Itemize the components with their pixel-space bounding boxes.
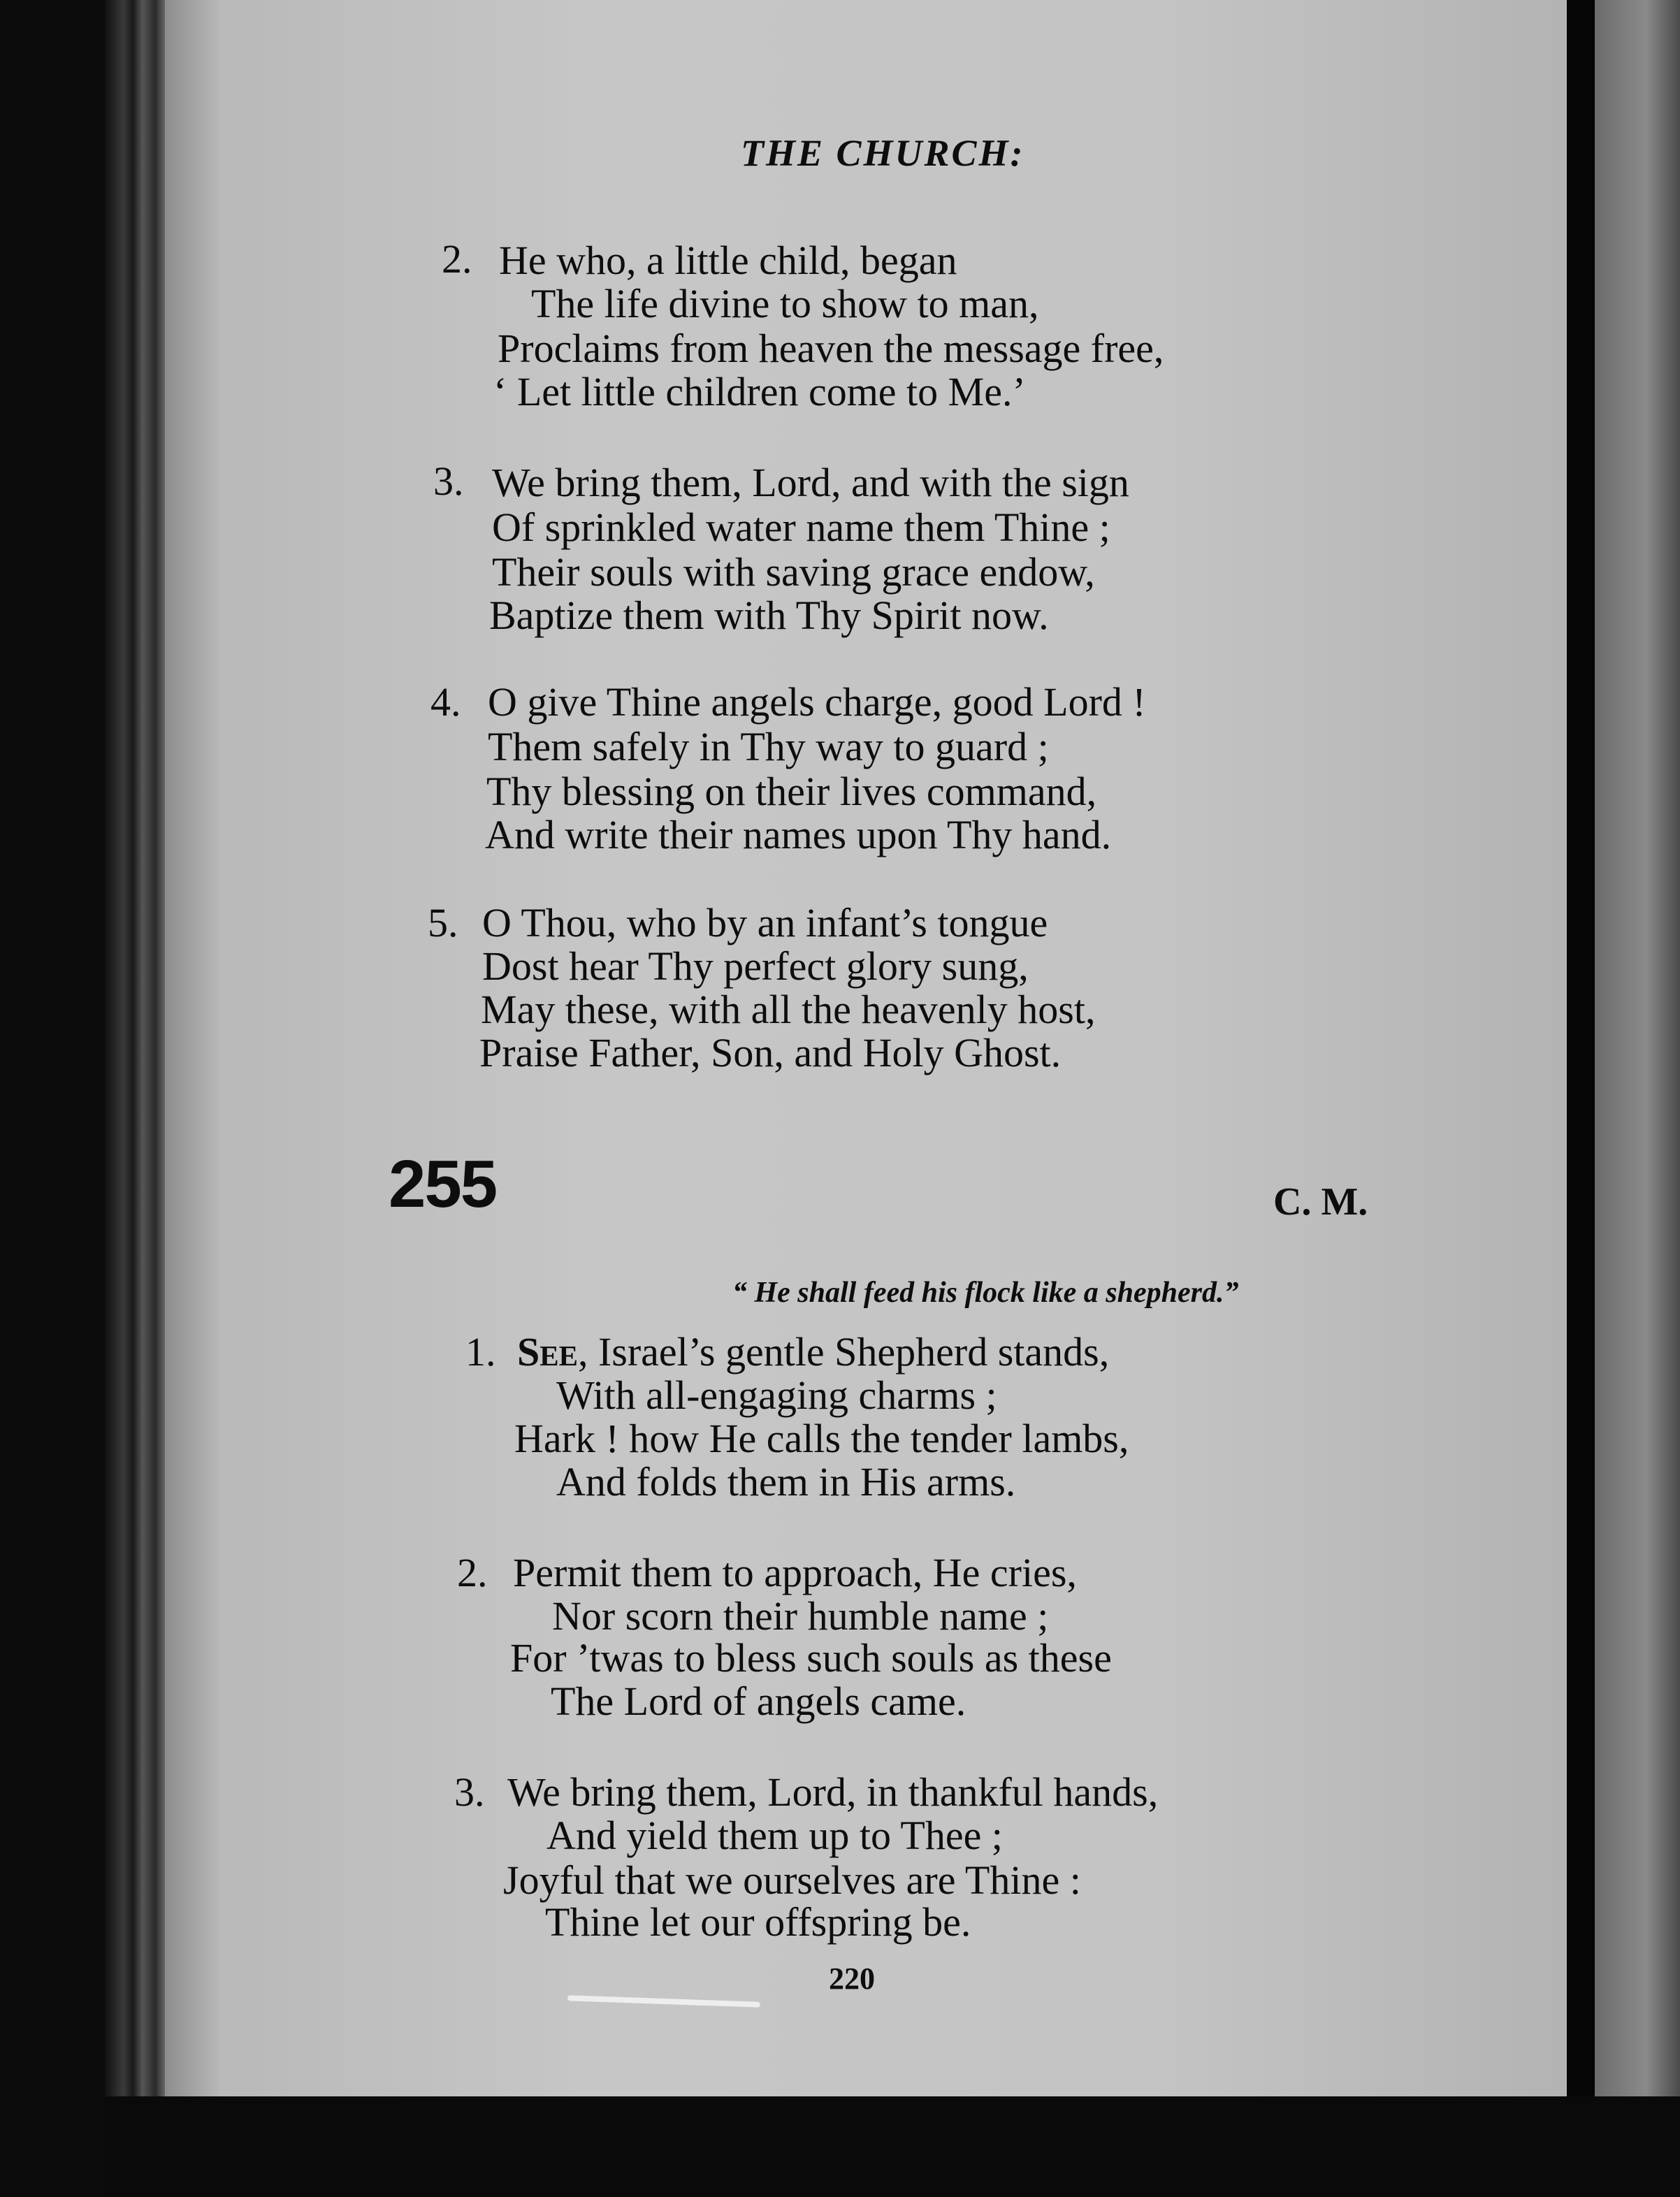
verse-line: Nor scorn their humble name ; <box>552 1593 1049 1639</box>
book-binding <box>105 0 168 2197</box>
stanza-number: 3. <box>454 1769 485 1815</box>
stanza-number: 2. <box>457 1550 488 1595</box>
stanza-number: 2. <box>442 236 472 282</box>
verse-line-first <box>517 1329 1110 1375</box>
verse-line: Proclaims from heaven the message free, <box>498 326 1164 371</box>
verse-line: And yield them up to Thee ; <box>546 1813 1003 1858</box>
verse-line: We bring them, Lord, and with the sign <box>492 460 1129 505</box>
facing-page-edge <box>1595 0 1680 2197</box>
verse-line: O give Thine angels charge, good Lord ! <box>488 679 1146 725</box>
verse-line: And write their names upon Thy hand. <box>485 812 1112 857</box>
verse-line: The life divine to show to man, <box>531 281 1039 326</box>
verse-line: Their souls with saving grace endow, <box>492 549 1095 595</box>
verse-line: May these, with all the heavenly host, <box>481 987 1096 1032</box>
verse-line: The Lord of angels came. <box>551 1678 966 1724</box>
stanza-number: 1. <box>465 1329 496 1375</box>
verse-line: Permit them to approach, He cries, <box>513 1550 1077 1595</box>
page-number: 220 <box>829 1962 875 1996</box>
verse-line: For ’twas to bless such souls as these <box>510 1635 1112 1681</box>
running-head: THE CHURCH: <box>741 132 1025 174</box>
drop-word: See <box>517 1329 578 1375</box>
verse-line: Of sprinkled water name them Thine ; <box>492 505 1110 550</box>
page-bottom-shadow <box>105 2096 1680 2197</box>
verse-line: Joyful that we ourselves are Thine : <box>503 1857 1081 1903</box>
hymn-meter: C. M. <box>1273 1180 1368 1224</box>
verse-line: He who, a little child, began <box>499 238 957 283</box>
stanza-number: 4. <box>430 679 461 725</box>
verse-line: We bring them, Lord, in thankful hands, <box>507 1769 1159 1815</box>
verse-line: With all-engaging charms ; <box>556 1372 997 1418</box>
verse-line: Praise Father, Son, and Holy Ghost. <box>479 1030 1062 1075</box>
verse-line: Thy blessing on their lives command, <box>486 769 1097 814</box>
verse-line: Baptize them with Thy Spirit now. <box>489 593 1049 638</box>
verse-line: Them safely in Thy way to guard ; <box>488 724 1049 769</box>
hymn-epigraph: “ He shall feed his flock like a shepherd.” <box>732 1277 1239 1309</box>
stanza-number: 5. <box>428 900 458 945</box>
verse-line: ‘ Let little children come to Me.’ <box>493 369 1026 414</box>
stanza-number: 3. <box>433 458 464 504</box>
verse-line: Dost hear Thy perfect glory sung, <box>482 943 1029 989</box>
verse-line: O Thou, who by an infant’s tongue <box>482 900 1048 945</box>
verse-line: Thine let our offspring be. <box>545 1899 971 1945</box>
verse-line-rest: , Israel’s gentle Shepherd stands, <box>577 1329 1110 1375</box>
verse-line: And folds them in His arms. <box>556 1459 1016 1504</box>
verse-line: Hark ! how He calls the tender lambs, <box>514 1416 1129 1461</box>
page-gutter <box>1567 0 1595 2197</box>
hymn-number: 255 <box>389 1147 497 1221</box>
